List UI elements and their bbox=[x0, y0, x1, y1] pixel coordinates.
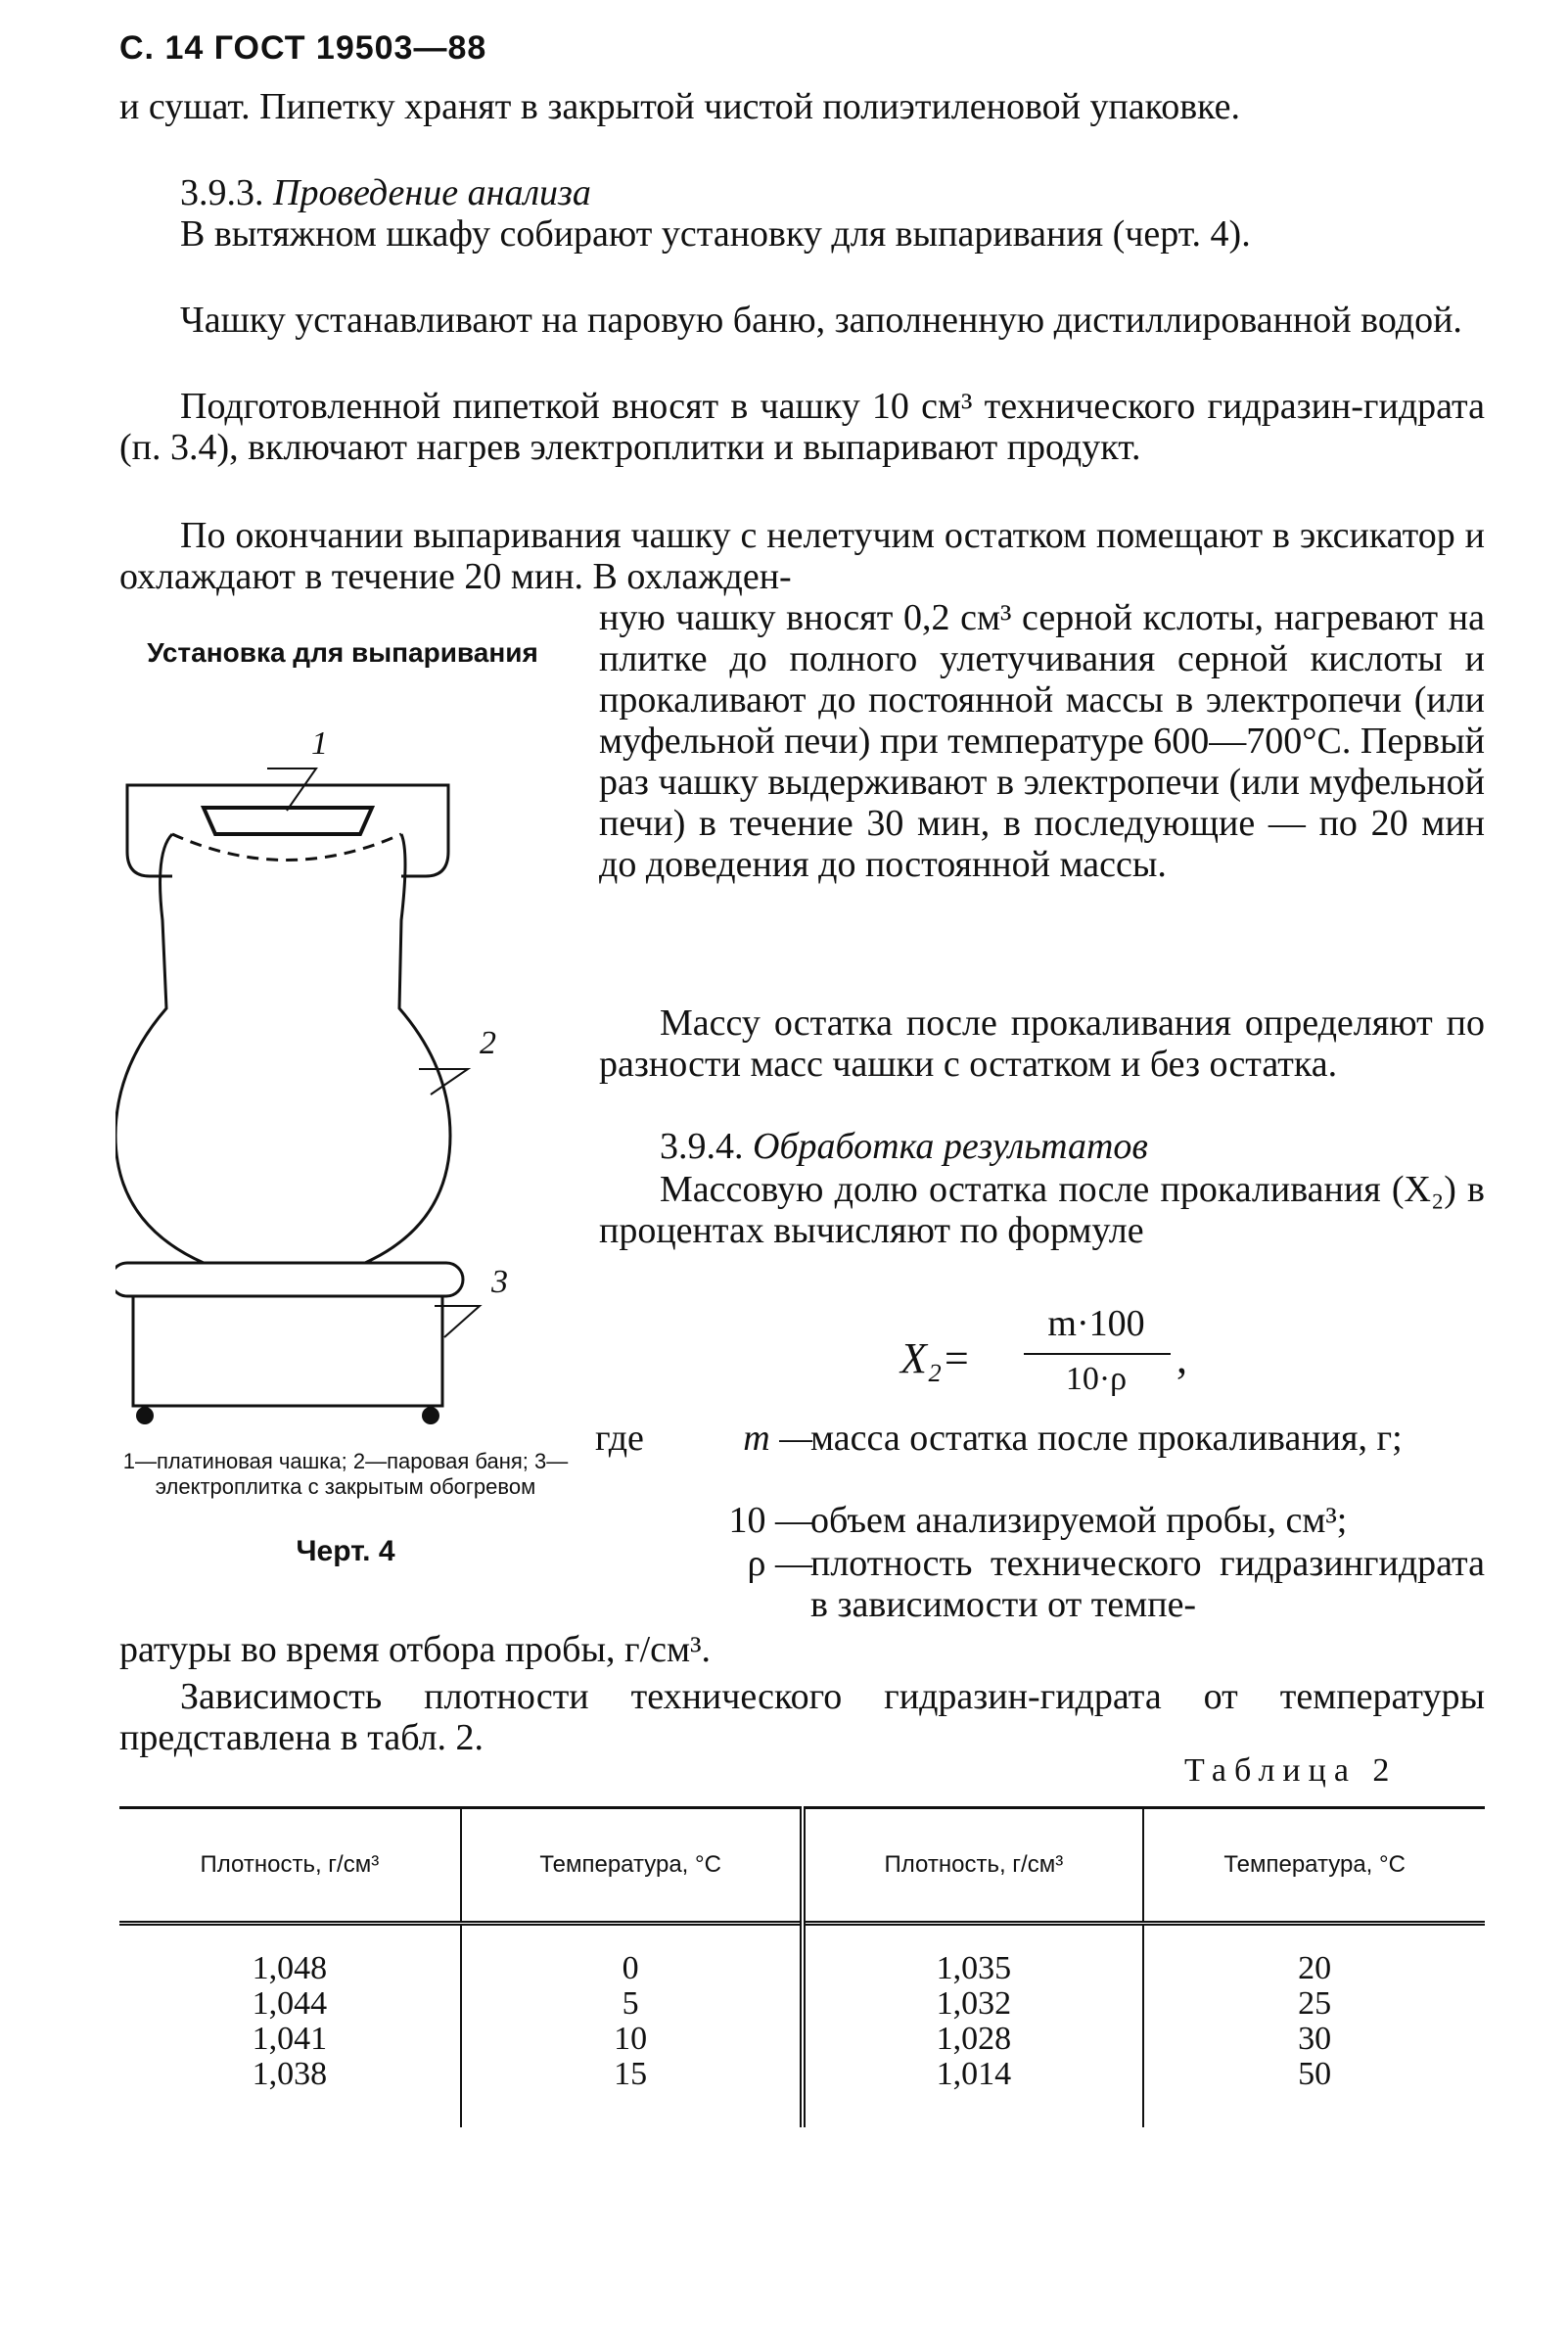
where-m-symbol bbox=[703, 1418, 812, 1459]
paragraph-formula-intro: Массовую долю остатка после прокаливания (X₂) в процентах вычисляют по формуле bbox=[599, 1169, 1485, 1251]
table-cell: 1,038 bbox=[252, 2056, 328, 2092]
density-column-2 bbox=[803, 1924, 1144, 2128]
where-rho-symbol: ρ — bbox=[747, 1543, 812, 1584]
table-cell: 1,032 bbox=[936, 1985, 1012, 2022]
where-rho-cont: ратуры во время отбора пробы, г/см³. bbox=[119, 1629, 711, 1670]
table-cell: 1,041 bbox=[252, 2021, 328, 2057]
figure-caption: 1—платиновая чашка; 2—паровая баня; 3—электроплитка с закрытым обогревом bbox=[122, 1449, 569, 1499]
table-cell: 1,035 bbox=[936, 1950, 1012, 1986]
section-title: Проведение анализа bbox=[273, 172, 591, 213]
where-word: где bbox=[595, 1418, 644, 1459]
section-3-9-4 bbox=[660, 1126, 1148, 1167]
table-cell: 5 bbox=[622, 1985, 639, 2022]
header-temperature-2: Температура, °С bbox=[1143, 1808, 1485, 1924]
table-cell: 20 bbox=[1298, 1950, 1332, 1986]
paragraph-bath: Чашку устанавливают на паровую баню, заполненную дистиллированной водой. bbox=[180, 300, 1462, 341]
table-title: Таблица 2 bbox=[1184, 1752, 1398, 1789]
table-cell: 0 bbox=[622, 1950, 639, 1986]
paragraph-cooling-start: По окончании выпаривания чашку с нелетучим остатком помещают в эксикатор и охлаждают в течение 20 мин. В охлажден- bbox=[119, 515, 1485, 597]
page-header: С. 14 ГОСТ 19503—88 bbox=[119, 29, 487, 67]
fraction-bar bbox=[1024, 1353, 1171, 1355]
figure-title: Установка для выпаривания bbox=[147, 637, 538, 668]
paragraph-pipette: Подготовленной пипеткой вносят в чашку 10 см³ технического гидразин-гидрата (п. 3.4), включают нагрев электроплитки и выпаривают продукт. bbox=[119, 386, 1485, 468]
formula-x2 bbox=[900, 1302, 1214, 1420]
paragraph-cooling-cont: ную чашку вносят 0,2 см³ серной кслоты, нагревают на плитке до полного улетучивания серной кислоты и прокаливают до постоянной массы в электропечи (или муфельной печи) при температуре 600—700°С. Первый раз чашку выдерживают в электропечи (или муфельной печи) в течение 30 мин, в последующие — по 20 мин до доведения до постоянной массы. bbox=[599, 597, 1485, 885]
where-ten-symbol: 10 — bbox=[728, 1500, 812, 1541]
label-1: 1 bbox=[311, 725, 328, 762]
m-symbol: m — bbox=[743, 1418, 812, 1459]
table-cell: 15 bbox=[614, 2056, 648, 2092]
header-temperature-1: Температура, °С bbox=[461, 1808, 803, 1924]
paragraph-mass: Массу остатка после прокаливания определяют по разности масс чашки с остатком и без остатка. bbox=[599, 1002, 1485, 1085]
density-column-1 bbox=[119, 1924, 461, 2128]
label-3: 3 bbox=[491, 1264, 508, 1300]
section-title: Обработка результатов bbox=[753, 1126, 1148, 1167]
paragraph-drying: и сушат. Пипетку хранят в закрытой чистой полиэтиленовой упаковке. bbox=[119, 86, 1241, 127]
table-header-row bbox=[119, 1808, 1485, 1924]
temperature-column-2 bbox=[1143, 1924, 1485, 2128]
table-cell: 1,048 bbox=[252, 1950, 328, 1986]
density-table bbox=[119, 1806, 1485, 2127]
formula-lhs: X₂= bbox=[900, 1334, 971, 1382]
formula-numerator: m·100 bbox=[1047, 1303, 1145, 1344]
where-m-desc: масса остатка после прокаливания, г; bbox=[810, 1418, 1403, 1459]
table-cell: 1,044 bbox=[252, 1985, 328, 2022]
temperature-column-1 bbox=[461, 1924, 803, 2128]
evaporation-apparatus-drawing bbox=[115, 715, 556, 1439]
header-density-2: Плотность, г/см³ bbox=[803, 1808, 1144, 1924]
where-rho-desc: плотность технического гидразингидрата в зависимости от темпе- bbox=[810, 1543, 1485, 1625]
table-cell: 10 bbox=[614, 2021, 648, 2057]
table-cell: 1,014 bbox=[936, 2056, 1012, 2092]
section-number: 3.9.4. bbox=[660, 1126, 744, 1167]
formula-denominator: 10·ρ bbox=[1065, 1361, 1128, 1397]
table-cell: 25 bbox=[1298, 1985, 1332, 2022]
section-number: 3.9.3. bbox=[180, 172, 264, 213]
where-ten-desc: объем анализируемой пробы, см³; bbox=[810, 1500, 1348, 1541]
header-density-1: Плотность, г/см³ bbox=[119, 1808, 461, 1924]
table-cell: 50 bbox=[1298, 2056, 1332, 2092]
section-3-9-3 bbox=[180, 172, 591, 213]
paragraph-table-ref: Зависимость плотности технического гидразин-гидрата от температуры представлена в табл. 2. bbox=[119, 1676, 1485, 1758]
label-2: 2 bbox=[480, 1025, 496, 1061]
table-body-row bbox=[119, 1924, 1485, 2128]
table-cell: 1,028 bbox=[936, 2021, 1012, 2057]
table-cell: 30 bbox=[1298, 2021, 1332, 2057]
figure-label: Черт. 4 bbox=[296, 1535, 395, 1567]
formula-comma: , bbox=[1176, 1334, 1187, 1382]
paragraph-setup: В вытяжном шкафу собирают установку для выпаривания (черт. 4). bbox=[180, 213, 1251, 255]
